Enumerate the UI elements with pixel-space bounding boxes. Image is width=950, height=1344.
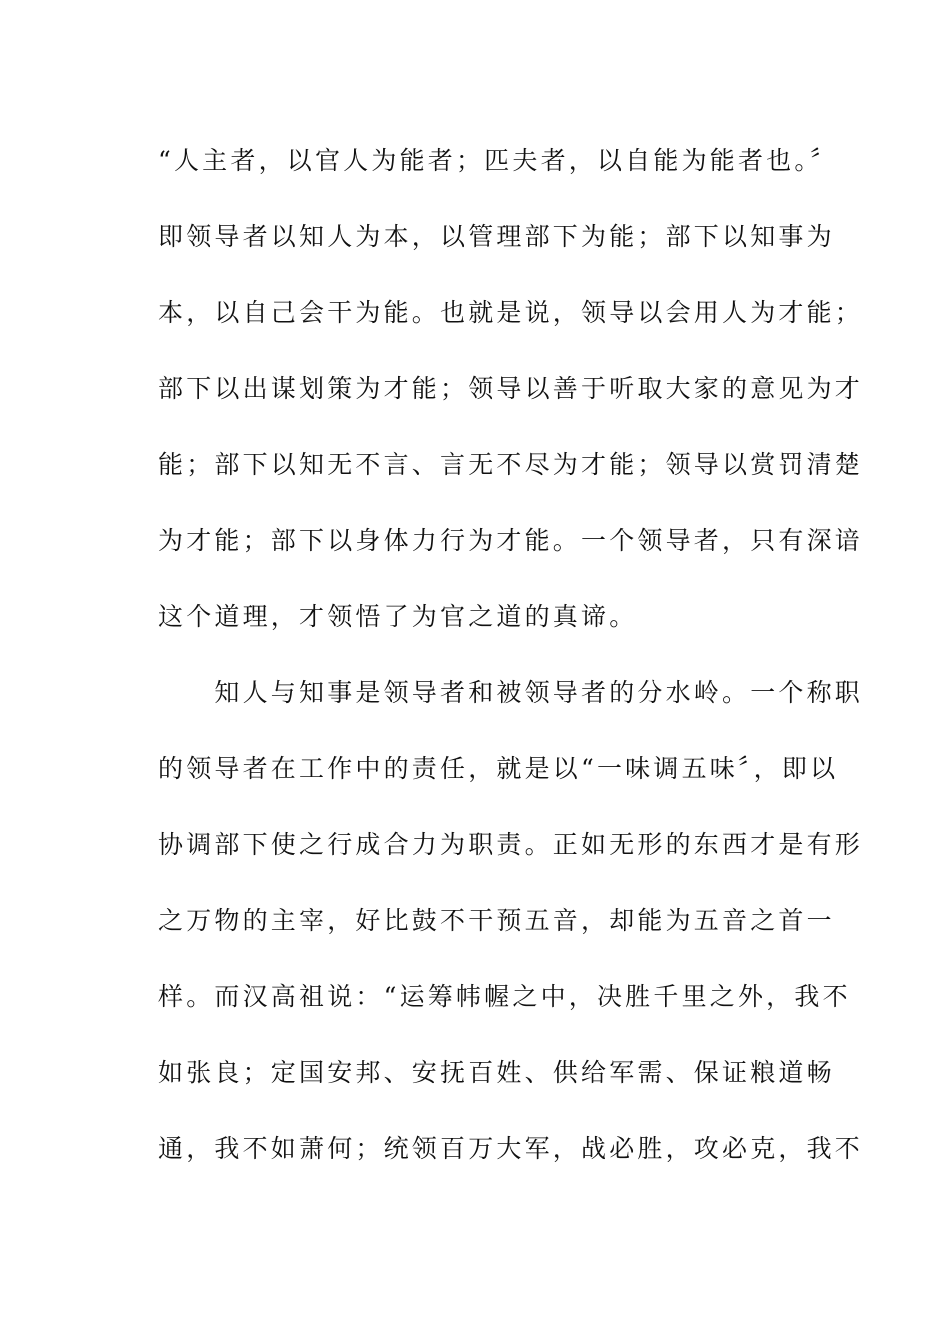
text-line: 知人与知事是领导者和被领导者的分水岭。一个称职 (158, 678, 864, 707)
body-text (158, 138, 864, 1202)
text-line: 如张良；定国安邦、安抚百姓、供给军需、保证粮道畅 (158, 1058, 835, 1087)
text-line: 的领导者在工作中的责任，就是以“一味调五味〞，即以 (158, 754, 839, 783)
text-line: 协调部下使之行成合力为职责。正如无形的东西才是有形 (158, 830, 864, 859)
text-line: 本，以自己会干为能。也就是说，领导以会用人为才能； (158, 298, 864, 327)
text-line: 能；部下以知无不言、言无不尽为才能；领导以赏罚清楚 (158, 450, 864, 479)
text-line: 即领导者以知人为本，以管理部下为能；部下以知事为 (158, 222, 835, 251)
text-line: 部下以出谋划策为才能；领导以善于听取大家的意见为才 (158, 374, 864, 403)
text-line: 通，我不如萧何；统领百万大军，战必胜，攻必克，我不 (158, 1134, 864, 1163)
text-line: “人主者，以官人为能者；匹夫者，以自能为能者也。〞 (158, 146, 839, 175)
text-line: 这个道理，才领悟了为官之道的真谛。 (158, 602, 638, 631)
text-line: 样。而汉高祖说：“运筹帏幄之中，决胜千里之外，我不 (158, 982, 851, 1011)
text-line: 为才能；部下以身体力行为才能。一个领导者，只有深谙 (158, 526, 864, 555)
text-line: 之万物的主宰，好比鼓不干预五音，却能为五音之首一 (158, 906, 835, 935)
